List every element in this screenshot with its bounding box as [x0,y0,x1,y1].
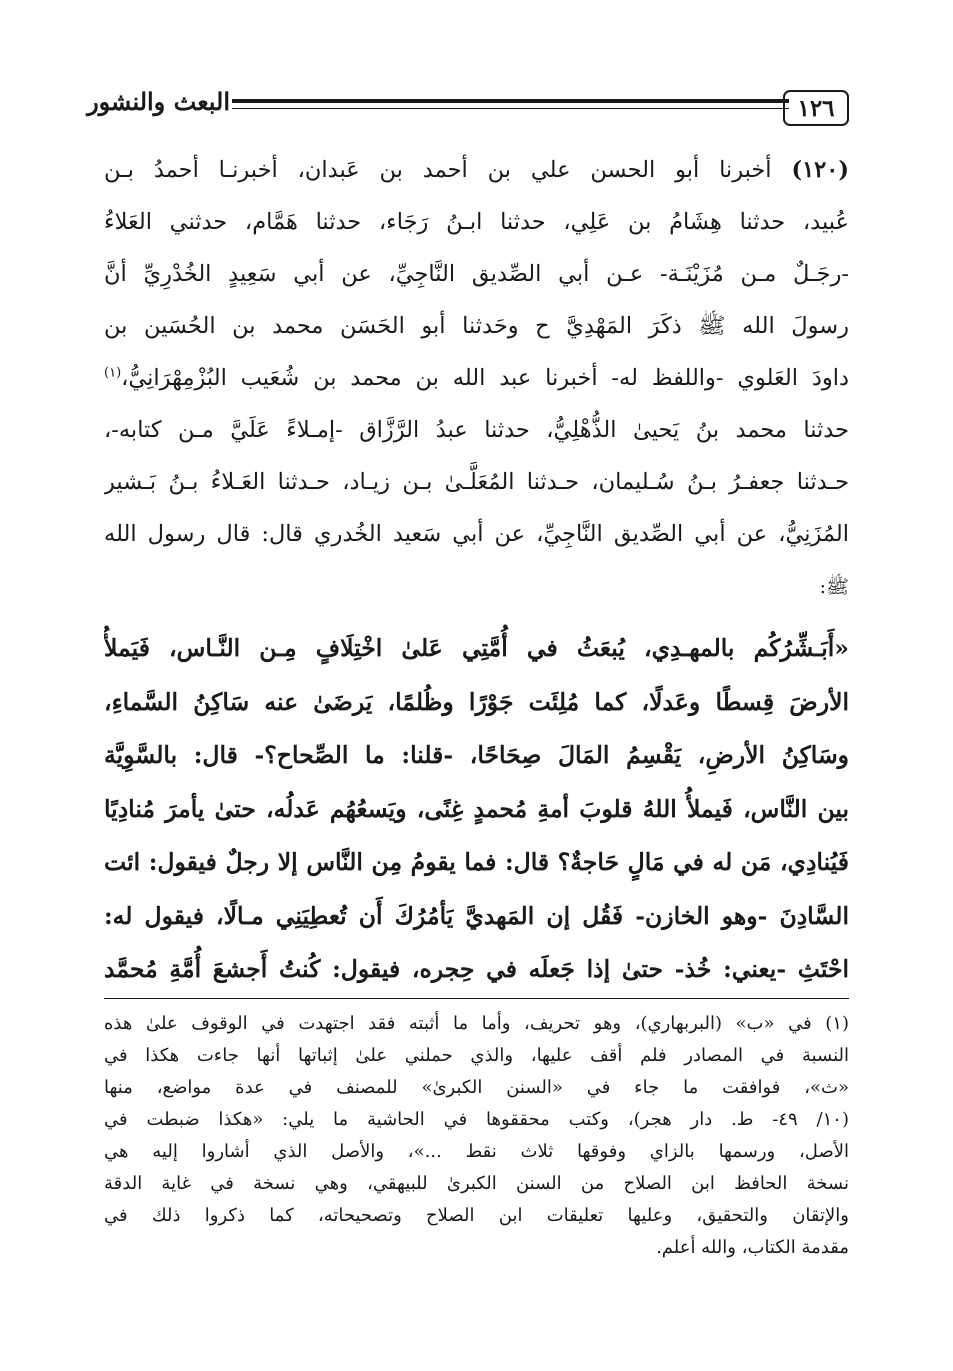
text-line: (١٢٠) أخبرنا أبو الحسن علي بن أحمد بن عَبدان، أخبرنـا أحمدُ بـن [104,157,849,183]
footnote-line: (١) في «ب» (البربهاري)، وهو تحريف، وأما ما أثبته فقد اجتهدت في الوقوف علىٰ هذه [104,1013,849,1034]
header-rule-thick [232,99,789,103]
text-line: رسولَ الله ﷺ ذكَرَ المَهْدِيَّ ح وحَدثنا أبو الحَسَن محمد بن الحُسَين بن [104,313,849,339]
matn-paragraph [104,622,849,997]
footnote-line: الأصل، ورسمها بالزاي وفوقها ثلاث نقط ...»، والأصل الذي أشاروا إليه هي [104,1141,849,1162]
footnote-separator [104,998,849,999]
text-line: الأرضَ قِسطًا وعَدلًا، كما مُلِئَت جَوْرًا وظُلمًا، يَرضَىٰ عنه سَاكِنُ السَّماءِ، [104,687,849,716]
text-line: السَّادِنَ -وهو الخازن- فَقُل إن المَهديَّ يَأمُرُكَ أَن تُعطِيَنِي مـالًا، فيقول له: [104,901,849,930]
text-line: المُزَنِيُّ، عن أبي الصِّديق النَّاجِيِّ، عن أبي سَعيد الخُدري قال: قال رسول الله [104,521,849,547]
footnotes [104,1008,849,1264]
footnote-line: «ث»، فوافقت ما جاء في «السنن الكبرىٰ» للمصنف في عدة مواضع، منها [104,1077,849,1098]
text-line: داودَ العَلوي -واللفظ له- أخبرنا عبد الله بن محمد بن شُعَيب البُزْمِهْرَانِيُّ،$^{(١)}$ [104,365,849,391]
hadith-number: (١٢٠) [791,157,849,183]
footnote-line: (١٠/ ٤٩- ط. دار هجر)، وكتب محققوها في الحاشية ما يلي: «هكذا ضبطت في [104,1109,849,1130]
header-rule-thin [232,108,789,109]
isnad-paragraph [104,144,849,612]
text-line: بين النَّاس، فَيملأُ اللهُ قلوبَ أمةِ مُحمدٍ غِنًى، ويَسعُهُم عَدلُه، حتىٰ يأمرَ مُنادِيًا [104,794,849,823]
text-line: حدثنا محمد بنُ يَحيىٰ الذُّهْلِيُّ، حدثنا عبدُ الرَّزَّاق -إمـلاءً عَلَيَّ مـن كتابه-، [104,417,849,443]
main-text [104,144,849,997]
text-line: عُبيد، حدثنا هِشَامُ بن عَلِي، حدثنا ابـنُ رَجَاء، حدثنا هَمَّام، حدثني العَلاءُ [104,209,849,235]
running-header [87,87,849,132]
footnote-line: النسبة في المصادر فلم أقف عليها، والذي حملني علىٰ إثباتها أنها جاءت هكذا في [104,1045,849,1066]
book-title: البعث والنشور [87,87,230,116]
footnote-line: نسخة الحافظ ابن الصلاح من السنن الكبرىٰ للبيهقي، وهي نسخة في غاية الدقة [104,1173,849,1194]
text-line: احْتَثِ -يعني: خُذ- حتىٰ إذا جَعلَه في حِجره، فيقول: كُنتُ أَجشعَ أُمَّةِ مُحمَّد [104,955,849,983]
text-line: «أَبَـشِّرُكُم بالمهـدِي، يُبعَثُ في أُمَّتِي عَلىٰ اخْتِلَافٍ مِـن النَّـاس، فَيَملأُ [104,634,849,662]
text-line: وسَاكِنُ الأرضِ، يَقْسِمُ المَالَ صِحَاحًا، -قلنا: ما الصِّحاح؟- قال: بالسَّوِيَّة [104,741,849,769]
footnote-line: مقدمة الكتاب، والله أعلم. [656,1237,849,1258]
text-line: فَيُنادِي، مَن له في مَالٍ حَاجةٌ؟ قال: فما يقومُ مِن النَّاس إلا رجلٌ فيقول: ائت [104,848,849,876]
footnote-reference[interactable]: (١) [104,365,122,381]
footnote-line: والإتقان والتحقيق، وعليها تعليقات ابن الصلاح وتصحيحاته، كما ذكروا ذلك في [104,1205,849,1226]
text-line [104,560,849,612]
salutation-glyph: ﷺ: [819,576,849,598]
text-line: -رجَـلٌ مـن مُزَيْنَـة- عـن أبي الصِّديق النَّاجِيِّ، عن أبي سَعِيدٍ الخُدْرِيِّ أنَّ [104,261,849,287]
page-number: ١٢٦ [783,90,849,126]
text-line: حـدثنا جعفـرُ بـنُ سُـليمان، حـدثنا المُعَلَّـىٰ بـن زيـاد، حـدثنا العَـلاءُ بـنُ بَـشير [104,469,849,495]
